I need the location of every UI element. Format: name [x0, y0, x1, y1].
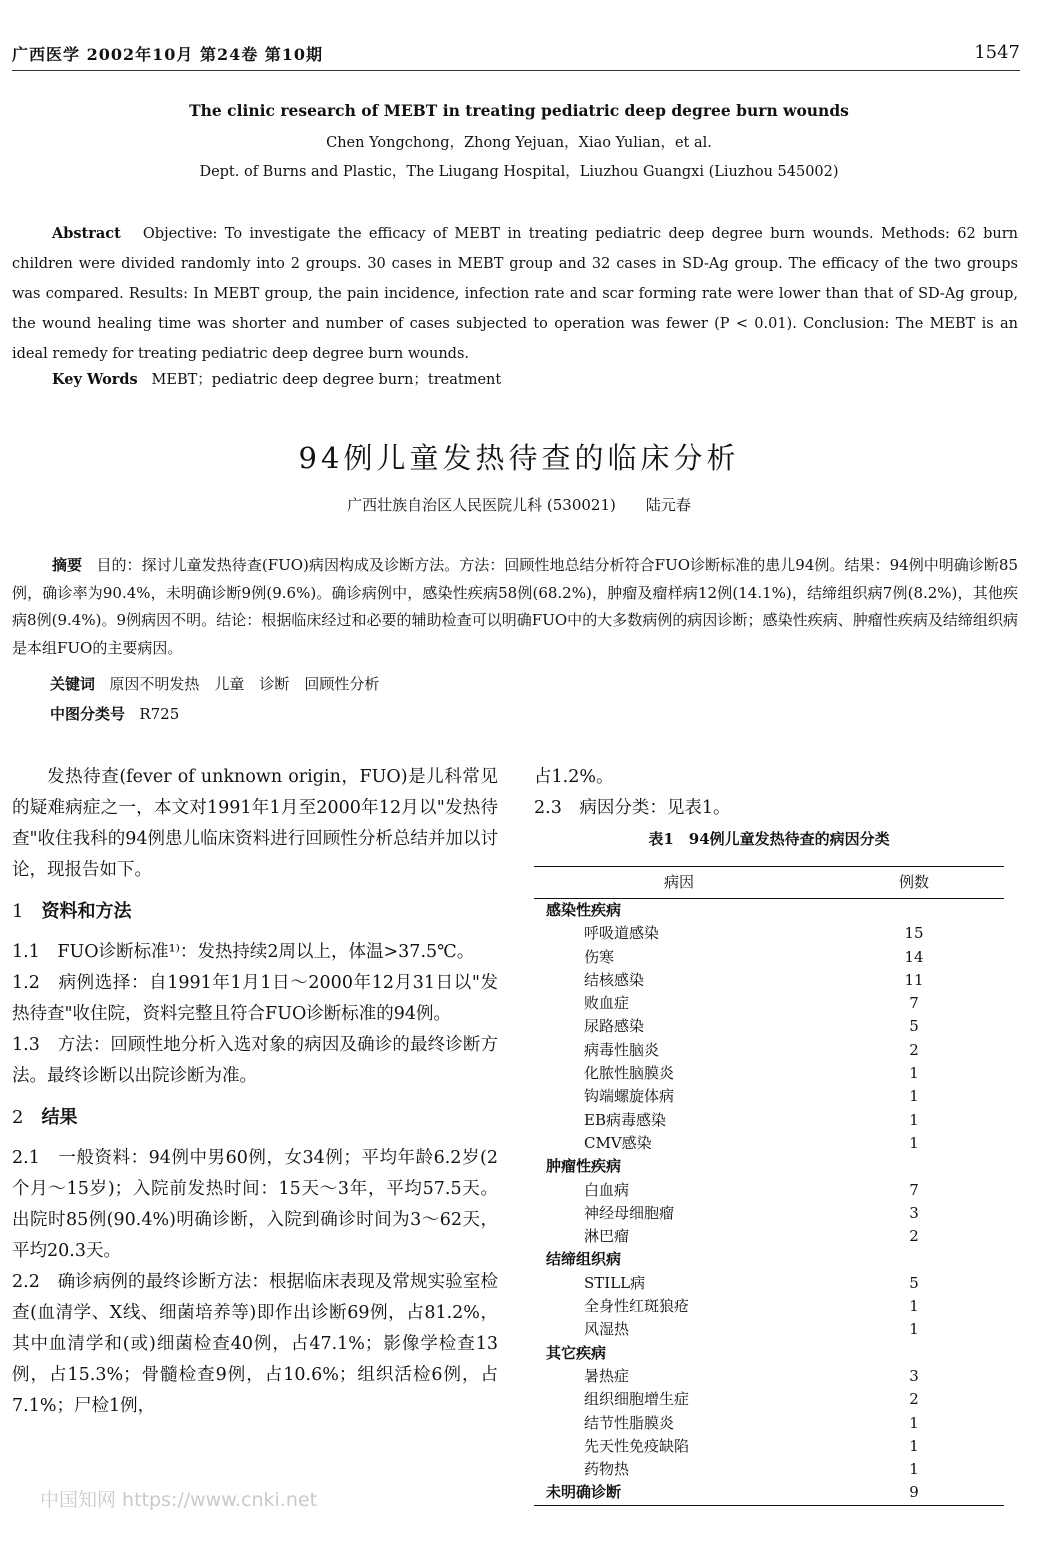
case-count-cell: 1 — [909, 1110, 919, 1129]
cause-name-cell: 先天性免疫缺陷 — [584, 1436, 690, 1455]
table-row — [534, 1458, 1004, 1481]
table-row — [534, 1225, 1004, 1248]
table-row — [534, 946, 1004, 969]
paragraph-2-2-continued: 占1.2%。 — [534, 767, 614, 787]
intro-paragraph: 发热待查(fever of unknown origin，FUO)是儿科常见的疑难病症之一，本文对1991年1月至2000年12月以"发热待查"收住我科的94例患儿临床资料进行回顾性分析总结并加以讨论，现报告如下。 — [12, 767, 498, 880]
table-category-row — [534, 1342, 1004, 1365]
paragraph-2-2: 2.2 确诊病例的最终诊断方法：根据临床表现及常规实验室检查(血清学、X线、细菌培养等)即作出诊断69例，占81.2%，其中血清学和(或)细菌检查40例，占47.1%；影像学检查13例，占15.3%；骨髓检查9例，占10.6%；组织活检6例，占7.1%；尸检1例， — [12, 1272, 498, 1416]
cause-name-cell: 组织细胞增生症 — [584, 1390, 690, 1409]
cause-name-cell: 结缔组织病 — [546, 1250, 622, 1269]
table-row — [534, 1062, 1004, 1085]
table-row — [534, 1202, 1004, 1225]
cause-name-cell: 暑热症 — [584, 1366, 630, 1385]
chinese-keywords-text: 原因不明发热 儿童 诊断 回顾性分析 — [109, 675, 380, 693]
table-category-row — [534, 1248, 1004, 1271]
table-row — [534, 1295, 1004, 1318]
case-count-cell: 2 — [909, 1040, 919, 1059]
cause-name-cell: 伤寒 — [584, 947, 615, 966]
running-header — [12, 38, 1020, 71]
english-keywords-text: MEBT；pediatric deep degree burn；treatment — [151, 372, 502, 388]
case-count-cell: 1 — [909, 1064, 919, 1083]
paragraph-1-3: 1.3 方法：回顾性地分析入选对象的病因及确诊的最终诊断方法。最终诊断以出院诊断为准。 — [12, 1035, 498, 1086]
cause-name-cell: 肿瘤性疾病 — [546, 1157, 622, 1176]
table-row — [534, 1039, 1004, 1062]
english-abstract-text: Objective: To investigate the efficacy of MEBT in treating pediatric deep degree burn wounds. Methods: 62 burn children were divided randomly into 2 groups. 30 cases in MEBT group and 32 cases in SD-Ag group. The efficacy of the two groups was compared. Results: In MEBT group, the pain incidence, infection rate and scar forming rate were lower than that of SD-Ag group, the wound healing time was shorter and number of cases subjected to operation was fewer (P < 0.01). Conclusion: The MEBT is an ideal remedy for treating pediatric deep degree burn wounds. — [12, 226, 1019, 362]
cause-table — [534, 866, 1004, 1506]
case-count-cell: 2 — [909, 1390, 919, 1409]
table-row — [534, 969, 1004, 992]
case-count-cell: 3 — [909, 1366, 919, 1385]
section-2-heading — [12, 1102, 498, 1133]
paragraph-2-3: 2.3 病因分类：见表1。 — [534, 798, 731, 818]
chinese-keywords-label: 关键词 — [50, 675, 96, 693]
page-number: 1547 — [974, 42, 1020, 63]
case-count-cell: 15 — [904, 924, 924, 943]
english-keywords-label: Key Words — [52, 371, 138, 388]
classification-text: R725 — [139, 705, 180, 723]
cause-name-cell: 败血症 — [584, 994, 630, 1013]
cnki-watermark: 中国知网 https://www.cnki.net — [40, 1489, 318, 1511]
table-header-cause: 病因 — [663, 873, 694, 891]
english-authors: Chen Yongchong，Zhong Yejuan，Xiao Yulian，et al. — [326, 135, 712, 151]
table-row — [534, 992, 1004, 1015]
table-category-row — [534, 1155, 1004, 1178]
table-body — [534, 899, 1004, 1505]
journal-info: 广西医学 2002年10月 第24卷 第10期 — [12, 45, 324, 64]
cause-name-cell: 淋巴瘤 — [584, 1227, 630, 1246]
cause-name-cell: 呼吸道感染 — [584, 924, 660, 943]
cause-name-cell: 其它疾病 — [546, 1343, 607, 1362]
table-row — [534, 1365, 1004, 1388]
table-header-count: 例数 — [898, 873, 929, 891]
table-row — [534, 1318, 1004, 1341]
cause-name-cell: STILL病 — [584, 1273, 646, 1292]
case-count-cell: 7 — [909, 994, 919, 1013]
cause-name-cell: 结节性脂膜炎 — [584, 1413, 675, 1432]
section-2-title: 结果 — [41, 1107, 78, 1128]
chinese-keywords — [50, 673, 379, 694]
cause-name-cell: 结核感染 — [584, 970, 645, 989]
left-column — [12, 762, 498, 1422]
table-row — [534, 1179, 1004, 1202]
case-count-cell: 1 — [909, 1087, 919, 1106]
case-count-cell: 1 — [909, 1320, 919, 1339]
case-count-cell: 2 — [909, 1227, 919, 1246]
english-keywords — [52, 368, 501, 389]
case-count-cell: 1 — [909, 1436, 919, 1455]
table-header-row — [534, 867, 1004, 899]
section-1-title: 资料和方法 — [41, 901, 132, 922]
case-count-cell: 1 — [909, 1460, 919, 1479]
section-1-number: 1 — [12, 901, 24, 922]
cause-name-cell: 白血病 — [584, 1180, 630, 1199]
paragraph-1-1: 1.1 FUO诊断标准¹⁾：发热持续2周以上，体温>37.5℃。 — [12, 942, 475, 962]
case-count-cell: 5 — [909, 1273, 919, 1292]
case-count-cell: 9 — [909, 1483, 919, 1502]
cause-name-cell: 化脓性脑膜炎 — [584, 1064, 675, 1083]
classification-number — [50, 703, 179, 724]
right-column-top — [534, 762, 1014, 824]
english-abstract — [12, 219, 1018, 369]
table-category-row — [534, 1481, 1004, 1504]
table-category-row — [534, 899, 1004, 922]
table-row — [534, 1109, 1004, 1132]
english-abstract-label: Abstract — [52, 225, 121, 242]
cause-name-cell: 神经母细胞瘤 — [584, 1203, 675, 1222]
cause-name-cell: 尿路感染 — [584, 1017, 645, 1036]
chinese-abstract-label: 摘要 — [52, 556, 83, 574]
case-count-cell: 5 — [909, 1017, 919, 1036]
english-department: Dept. of Burns and Plastic，The Liugang Hospital，Liuzhou Guangxi (Liuzhou 545002) — [199, 164, 839, 180]
case-count-cell: 7 — [909, 1180, 919, 1199]
case-count-cell — [824, 1155, 1004, 1178]
case-count-cell — [824, 1342, 1004, 1365]
case-count-cell — [824, 1248, 1004, 1271]
chinese-abstract-text: 目的：探讨儿童发热待查(FUO)病因构成及诊断方法。方法：回顾性地总结分析符合FUO诊断标准的患儿94例。结果：94例中明确诊断85例，确诊率为90.4%，未明确诊断9例(9.6%)。确诊病例中，感染性疾病58例(68.2%)，肿瘤及瘤样病12例(14.1%)，结缔组织病7例(8.2%)，其他疾病8例(9.4%)。9例病因不明。结论：根据临床经过和必要的辅助检查可以明确FUO中的大多数病例的病因诊断；感染性疾病、肿瘤性疾病及结缔组织病是本组FUO的主要病因。 — [12, 556, 1018, 657]
cause-name-cell: 感染性疾病 — [546, 901, 622, 919]
table-row — [534, 1132, 1004, 1155]
paragraph-1-2: 1.2 病例选择：自1991年1月1日～2000年12月31日以"发热待查"收住院，资料完整且符合FUO诊断标准的94例。 — [12, 973, 498, 1024]
case-count-cell: 1 — [909, 1133, 919, 1152]
case-count-cell: 1 — [909, 1297, 919, 1316]
table-row — [534, 1435, 1004, 1458]
table-caption: 表1 94例儿童发热待查的病因分类 — [648, 830, 890, 848]
cause-name-cell: 病毒性脑炎 — [584, 1040, 660, 1059]
classification-label: 中图分类号 — [50, 705, 126, 723]
section-2-number: 2 — [12, 1107, 24, 1128]
table-row — [534, 1272, 1004, 1295]
paragraph-2-1: 2.1 一般资料：94例中男60例，女34例；平均年龄6.2岁(2个月～15岁)；入院前发热时间：15天～3年，平均57.5天。出院时85例(90.4%)明确诊断，入院到确诊时间为3～62天，平均20.3天。 — [12, 1148, 498, 1261]
cause-name-cell: CMV感染 — [584, 1133, 652, 1152]
case-count-cell: 14 — [904, 947, 924, 966]
english-title: The clinic research of MEBT in treating pediatric deep degree burn wounds — [189, 101, 849, 120]
table-row — [534, 1412, 1004, 1435]
case-count-cell: 11 — [904, 970, 924, 989]
table-row — [534, 1015, 1004, 1038]
cause-name-cell: 全身性红斑狼疮 — [584, 1297, 690, 1316]
chinese-title: 94例儿童发热待查的临床分析 — [298, 441, 740, 475]
cause-name-cell: 药物热 — [584, 1460, 630, 1479]
case-count-cell: 1 — [909, 1413, 919, 1432]
chinese-abstract — [12, 552, 1018, 662]
table-row — [534, 1085, 1004, 1108]
cause-name-cell: 未明确诊断 — [546, 1483, 622, 1502]
cause-name-cell: 钩端螺旋体病 — [584, 1087, 675, 1106]
table-row — [534, 922, 1004, 945]
cause-name-cell: 风湿热 — [584, 1320, 630, 1339]
cause-name-cell: EB病毒感染 — [584, 1110, 666, 1129]
section-1-heading — [12, 896, 498, 927]
case-count-cell: 3 — [909, 1203, 919, 1222]
case-count-cell — [824, 899, 1004, 922]
table-row — [534, 1388, 1004, 1411]
chinese-affiliation: 广西壮族自治区人民医院儿科 (530021) 陆元春 — [347, 496, 691, 514]
